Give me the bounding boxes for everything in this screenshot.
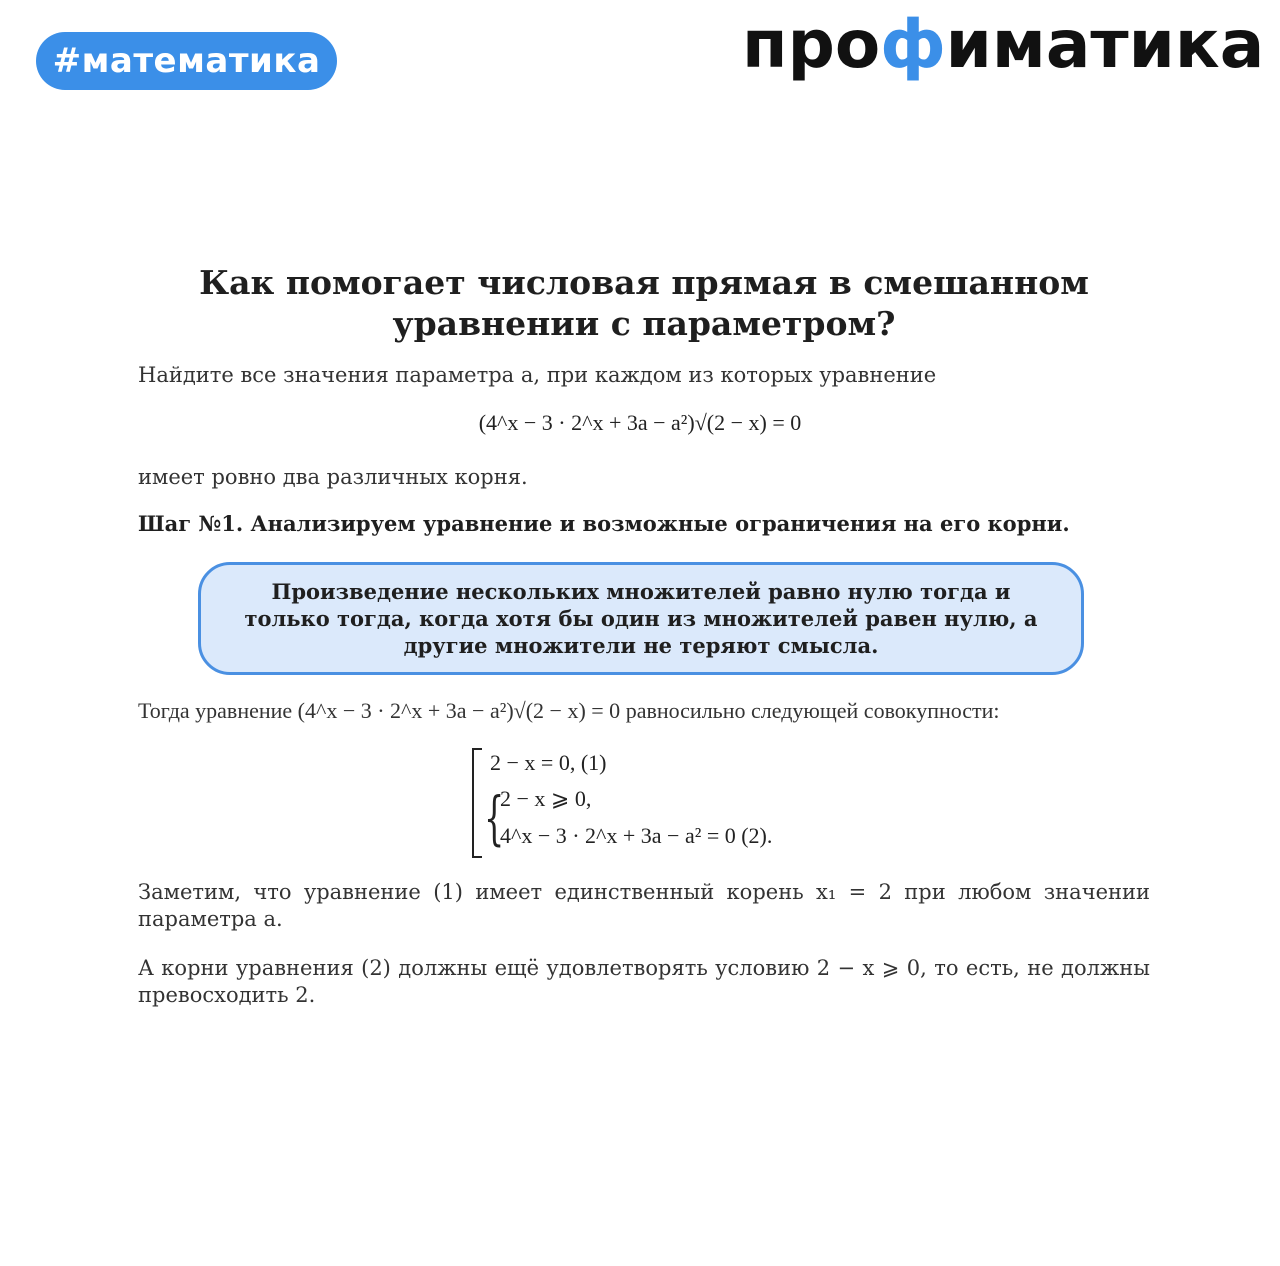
equivalence-statement (138, 697, 1150, 724)
main-equation: (4^x − 3 · 2^x + 3a − a²)√(2 − x) = 0 (478, 410, 802, 435)
hashtag-badge[interactable]: #математика (36, 32, 337, 90)
note-equation-2: А корни уравнения (2) должны ещё удовлетворять условию 2 − x ⩾ 0, то есть, не должны превосходить 2. (138, 956, 1150, 1007)
brand-logo (742, 6, 1265, 83)
problem-intro: Найдите все значения параметра a, при каждом из которых уравнение (138, 363, 937, 387)
equivalence-equation: (4^x − 3 · 2^x + 3a − a²)√(2 − x) = 0 (297, 698, 621, 723)
problem-intro-end: имеет ровно два различных корня. (138, 465, 528, 489)
logo-text-part1: про (742, 6, 881, 83)
logo-phi-letter: ф (880, 6, 946, 83)
system-line-2: 2 − x ⩾ 0, (500, 786, 592, 811)
system-line-1: 2 − x = 0, (1) (490, 750, 607, 775)
set-bracket (472, 748, 482, 858)
system-brace: { (484, 784, 505, 852)
equivalence-text-after: равносильно следующей совокупности: (625, 698, 1000, 723)
step-1-heading: Шаг №1. Анализируем уравнение и возможные ограничения на его корни. (138, 511, 1070, 536)
theorem-callout: Произведение нескольких множителей равно нулю тогда и только тогда, когда хотя бы один из множителей равен нулю, а другие множители не теряют смысла. (198, 562, 1084, 675)
page-title: Как помогает числовая прямая в смешанном уравнении с параметром? (199, 263, 1089, 343)
system-line-3: 4^x − 3 · 2^x + 3a − a² = 0 (2). (500, 823, 773, 848)
equivalence-text-before: Тогда уравнение (138, 698, 293, 723)
note-equation-1: Заметим, что уравнение (1) имеет единственный корень x₁ = 2 при любом значении параметра a. (138, 880, 1150, 931)
logo-text-part2: иматика (945, 6, 1265, 83)
